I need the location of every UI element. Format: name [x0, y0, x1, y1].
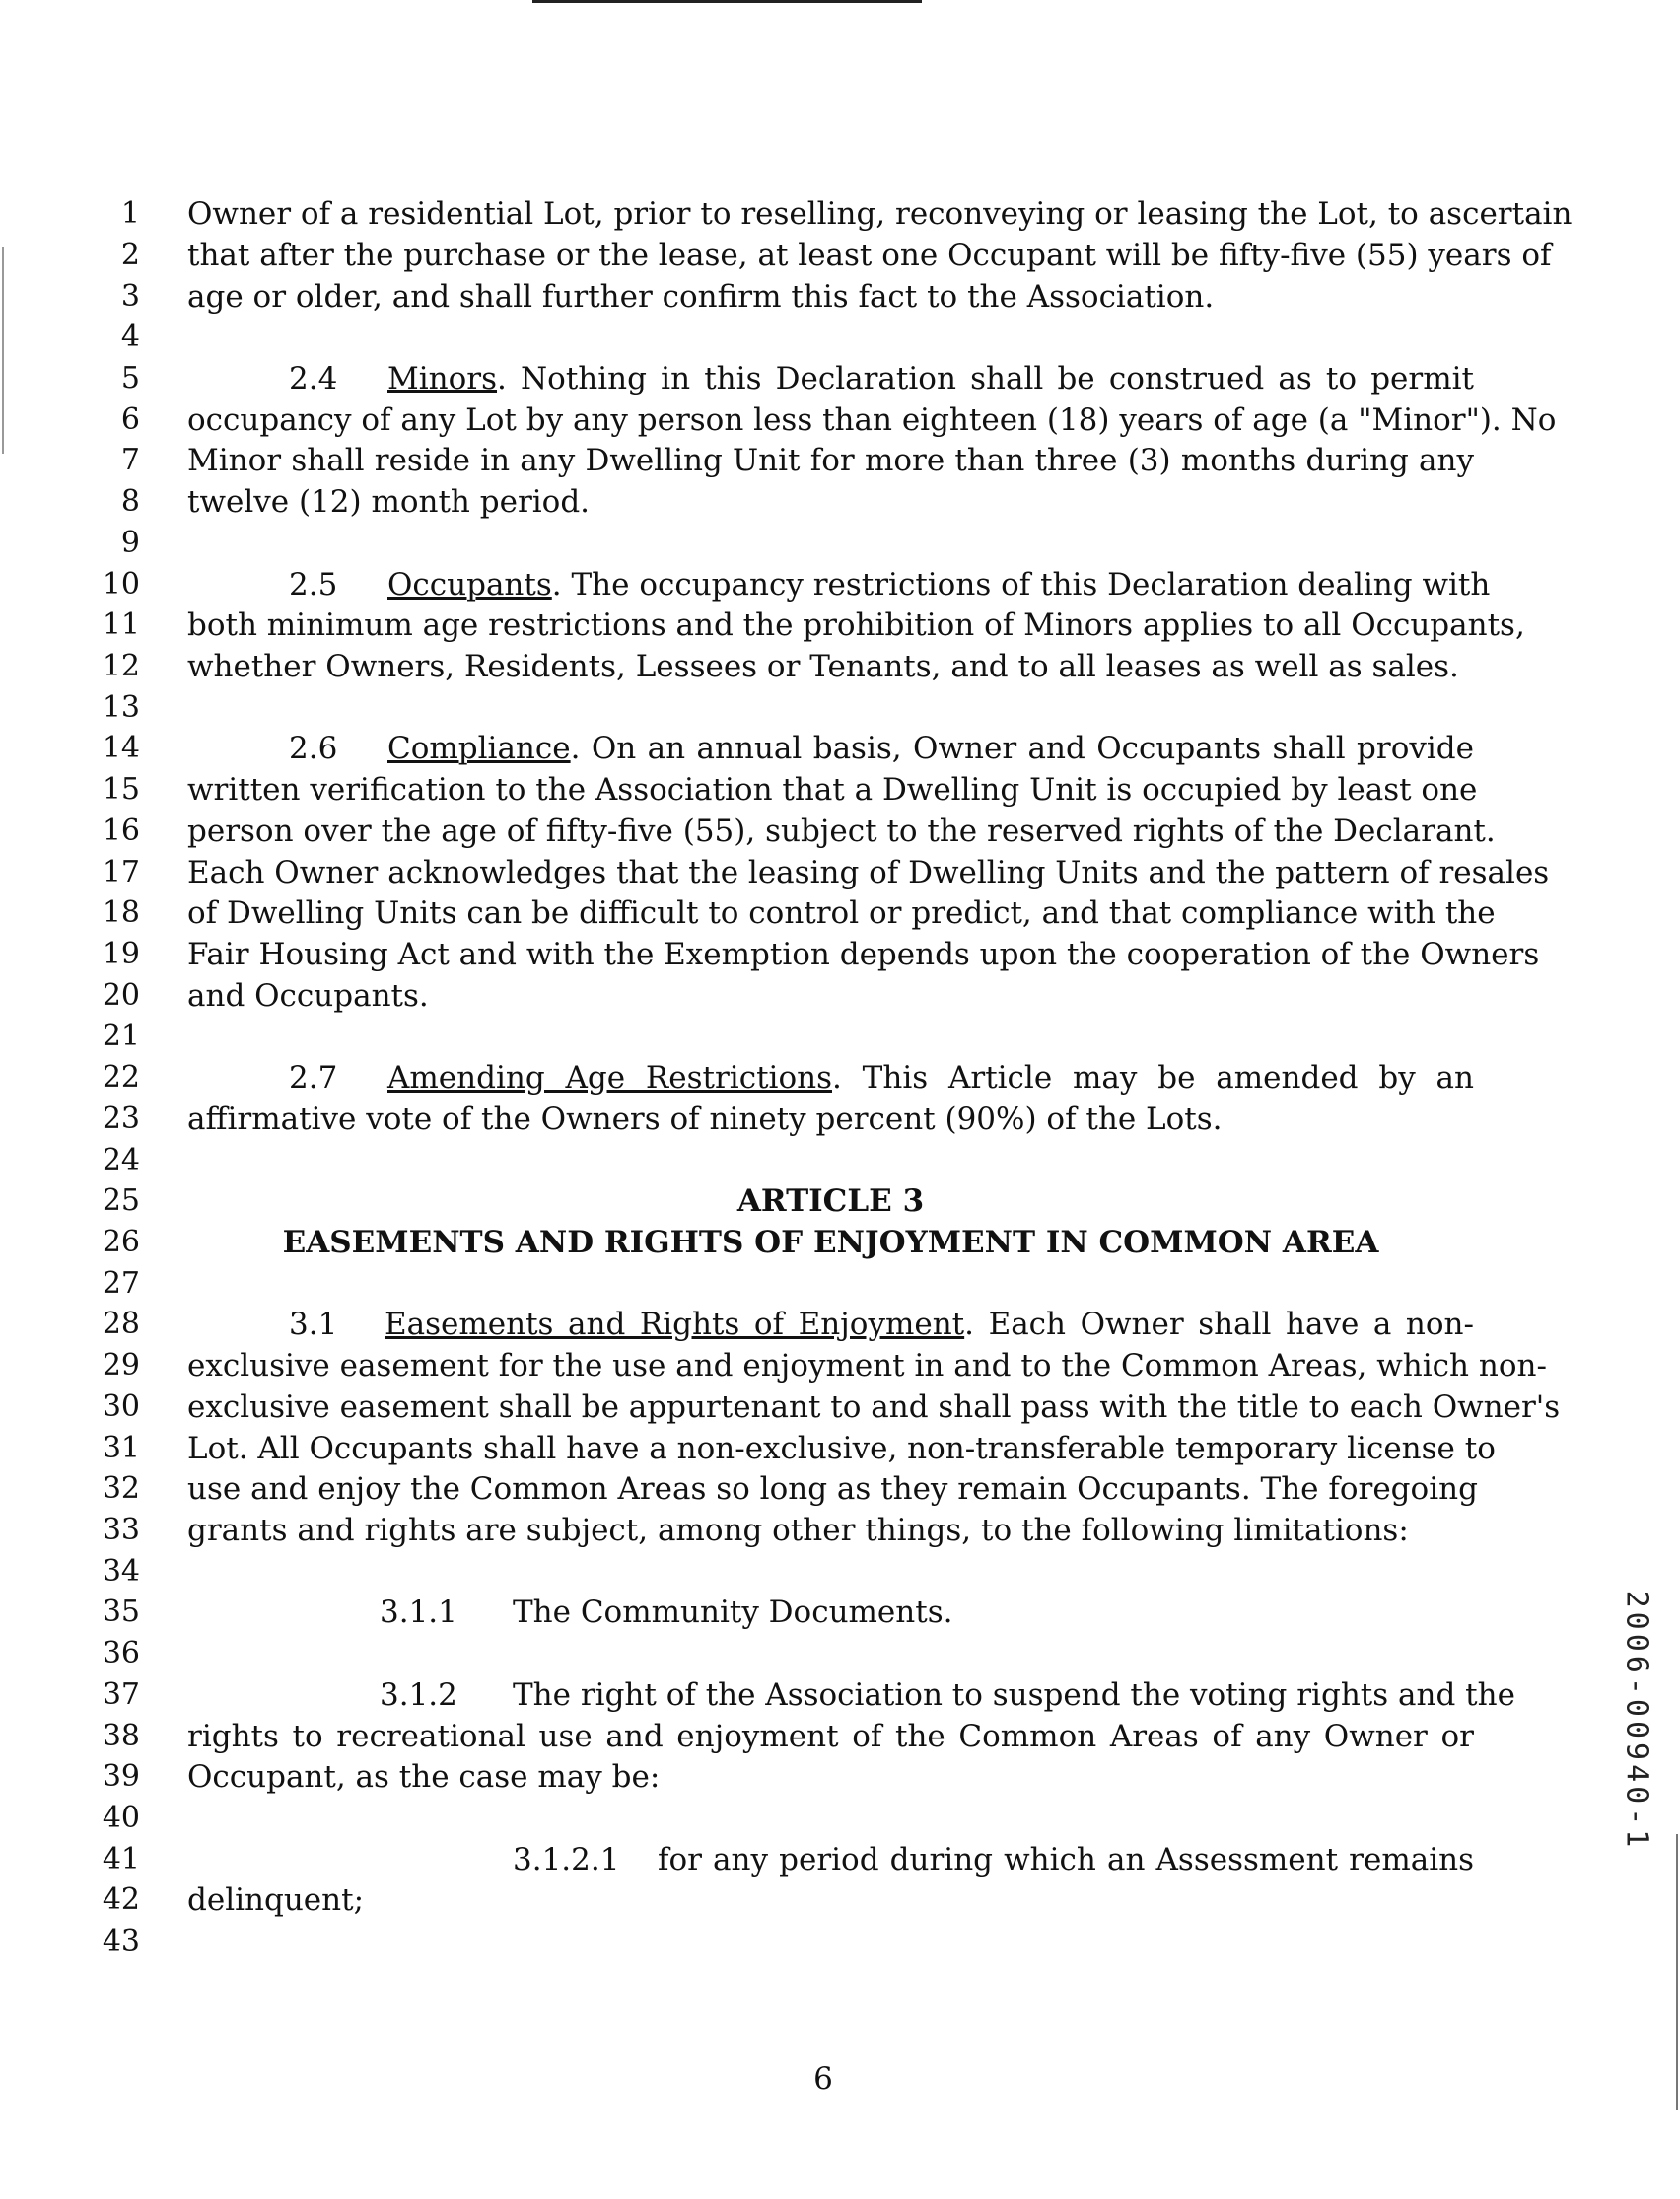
section-first-line	[385, 1308, 1474, 1341]
scan-edge-right	[1676, 1834, 1678, 2110]
text-line: use and enjoy the Common Areas so long as they remain Occupants. The foregoing	[187, 1471, 1478, 1507]
section-number: 3.1.1	[380, 1595, 457, 1630]
scan-edge-left	[2, 247, 4, 454]
text-line: person over the age of fifty-five (55), subject to the reserved rights of the Declarant.	[187, 814, 1496, 849]
text-line: Minor shall reside in any Dwelling Unit for more than three (3) months during any	[187, 443, 1474, 478]
text-line: rights to recreational use and enjoyment of the Common Areas of any Owner or	[187, 1719, 1474, 1754]
text-line: of Dwelling Units can be difficult to control or predict, and that compliance with the	[187, 895, 1496, 931]
section-first-line	[387, 732, 1474, 765]
text-line: exclusive easement shall be appurtenant to and shall pass with the title to each Owner's	[187, 1389, 1561, 1425]
line-number: 29	[102, 1348, 140, 1383]
section-heading: Minors	[387, 361, 498, 396]
section-heading: Amending Age Restrictions	[387, 1060, 832, 1096]
line-number: 20	[102, 978, 140, 1013]
section-number: 2.7	[289, 1060, 338, 1096]
text-fragment: . The occupancy restrictions of this Declaration dealing with	[551, 567, 1491, 603]
section-number: 3.1.2.1	[513, 1842, 620, 1878]
line-number: 25	[102, 1183, 140, 1218]
line-number: 7	[120, 443, 140, 477]
text-fragment: . On an annual basis, Owner and Occupants shall provide	[570, 731, 1474, 766]
section-heading: Occupants	[387, 567, 552, 603]
text-line: affirmative vote of the Owners of ninety percent (90%) of the Lots.	[187, 1101, 1223, 1137]
recording-stamp	[1617, 1588, 1656, 1854]
text-line: whether Owners, Residents, Lessees or Tenants, and to all leases as well as sales.	[187, 649, 1459, 684]
section-first-line	[387, 362, 1474, 395]
line-number: 33	[102, 1513, 140, 1547]
line-number: 4	[120, 319, 140, 354]
line-number: 36	[102, 1636, 140, 1670]
line-number: 24	[102, 1143, 140, 1177]
line-number: 38	[102, 1719, 140, 1753]
section-heading: Easements and Rights of Enjoyment	[385, 1307, 965, 1342]
section-number: 3.1	[289, 1307, 338, 1342]
line-number: 8	[120, 484, 140, 519]
text-line: for any period during which an Assessment remains	[658, 1842, 1474, 1878]
text-line: written verification to the Association that a Dwelling Unit is occupied by least one	[187, 772, 1478, 808]
text-line: Owner of a residential Lot, prior to reselling, reconveying or leasing the Lot, to ascertain	[187, 196, 1573, 232]
line-number: 3	[120, 279, 140, 314]
text-line: exclusive easement for the use and enjoyment in and to the Common Areas, which non-	[187, 1348, 1547, 1383]
section-first-line	[387, 567, 1491, 603]
line-number: 37	[102, 1677, 140, 1712]
text-line: both minimum age restrictions and the prohibition of Minors applies to all Occupants,	[187, 607, 1525, 643]
line-number: 32	[102, 1471, 140, 1506]
line-number: 17	[102, 855, 140, 889]
section-number: 2.6	[289, 731, 338, 766]
text-line: Fair Housing Act and with the Exemption depends upon the cooperation of the Owners	[187, 937, 1540, 972]
section-number: 3.1.2	[380, 1677, 457, 1713]
text-line: The Community Documents.	[513, 1595, 953, 1630]
text-fragment: . Each Owner shall have a non-	[964, 1307, 1474, 1342]
section-heading: Compliance	[387, 731, 571, 766]
line-number: 9	[120, 526, 140, 560]
article-title: ARTICLE 3	[736, 1183, 925, 1219]
text-line: age or older, and shall further confirm this fact to the Association.	[187, 279, 1215, 315]
line-number: 5	[120, 361, 140, 395]
top-rule	[532, 0, 922, 3]
text-line: that after the purchase or the lease, at least one Occupant will be fifty-five (55) years of	[187, 238, 1552, 273]
line-number: 26	[102, 1225, 140, 1259]
line-number: 21	[102, 1019, 140, 1053]
text-line: occupancy of any Lot by any person less than eighteen (18) years of age (a "Minor"). No	[187, 402, 1557, 438]
line-number: 16	[102, 814, 140, 848]
recording-stamp-text: 2006-00940-1	[1619, 1590, 1654, 1852]
line-number: 10	[102, 567, 140, 602]
line-number: 23	[102, 1101, 140, 1136]
line-number: 2	[120, 238, 140, 272]
article-subtitle: EASEMENTS AND RIGHTS OF ENJOYMENT IN COMMON AREA	[282, 1225, 1379, 1260]
line-number: 13	[102, 690, 140, 725]
text-line: and Occupants.	[187, 978, 429, 1014]
line-number: 39	[102, 1759, 140, 1794]
line-number: 15	[102, 772, 140, 807]
text-line: twelve (12) month period.	[187, 484, 591, 520]
line-number: 6	[120, 402, 140, 437]
section-number: 2.4	[289, 361, 338, 396]
line-number: 27	[102, 1266, 140, 1301]
section-number: 2.5	[289, 567, 338, 603]
line-number: 43	[102, 1924, 140, 1958]
line-number: 1	[120, 196, 140, 231]
line-number: 11	[102, 607, 140, 642]
line-number: 18	[102, 895, 140, 930]
text-line: Lot. All Occupants shall have a non-exclusive, non-transferable temporary license to	[187, 1431, 1496, 1466]
page-number: 6	[813, 2061, 833, 2096]
line-number: 34	[102, 1554, 140, 1589]
line-number: 19	[102, 937, 140, 971]
line-number: 40	[102, 1801, 140, 1835]
line-number: 12	[102, 649, 140, 683]
section-first-line	[387, 1061, 1474, 1095]
line-number: 31	[102, 1431, 140, 1465]
line-number: 14	[102, 731, 140, 765]
line-number: 22	[102, 1060, 140, 1095]
line-number: 30	[102, 1389, 140, 1424]
line-number: 41	[102, 1842, 140, 1877]
line-number: 28	[102, 1307, 140, 1341]
text-line: Each Owner acknowledges that the leasing of Dwelling Units and the pattern of resales	[187, 855, 1550, 890]
text-fragment: . Nothing in this Declaration shall be construed as to permit	[497, 361, 1474, 396]
text-line: The right of the Association to suspend the voting rights and the	[513, 1677, 1515, 1713]
line-number: 42	[102, 1882, 140, 1917]
text-line: Occupant, as the case may be:	[187, 1759, 661, 1795]
text-line: grants and rights are subject, among other things, to the following limitations:	[187, 1513, 1409, 1548]
text-line: delinquent;	[187, 1882, 365, 1918]
line-number: 35	[102, 1595, 140, 1629]
text-fragment: . This Article may be amended by an	[831, 1060, 1474, 1096]
